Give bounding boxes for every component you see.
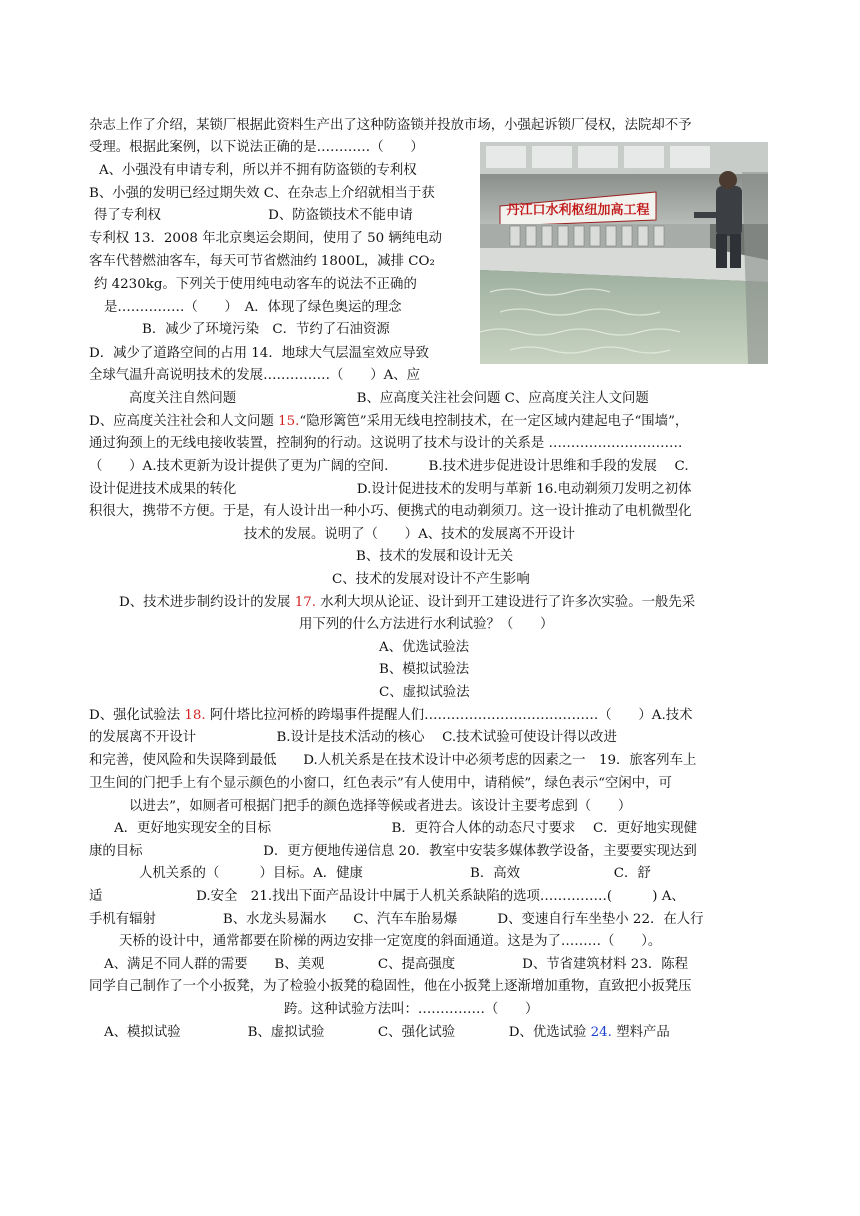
text-line-24: A、优选试验法 — [379, 640, 470, 655]
question-number-15: 15. — [278, 414, 300, 429]
text-line-31: 以进去”，如厕者可根据门把手的颜色选择等候或者进去。该设计主要考虑到（ ） — [129, 799, 632, 814]
text-line-37: 天桥的设计中，通常都要在阶梯的两边安排一定宽度的斜面通道。这是为了………（ ）。 — [119, 934, 662, 949]
text-line-8: 约 4230kg。下列关于使用纯电动客车的说法不正确的 — [94, 277, 417, 292]
text-line-16: （ ）A.技术更新为设计提供了更为广阔的空间. B.技术进步促进设计思维和手段的发展 C. — [89, 459, 689, 474]
text-line-25: B、模拟试验法 — [379, 662, 470, 677]
text-line-7: 客车代替燃油客车，每天可节省燃油约 1800L，减排 CO₂ — [89, 254, 435, 269]
banner-text: 丹江口水利枢纽加高工程 — [506, 203, 650, 218]
question-number-17: 17. — [294, 595, 316, 610]
text-line-18: 积很大，携带不方便。于是，有人设计出一种小巧、便携式的电动剃须刀。这一设计推动了电机微型化 — [89, 504, 692, 519]
text-line-23: 用下列的什么方法进行水利试验？（ ） — [299, 617, 554, 632]
text-line-35: 适 D.安全 21.找出下面产品设计中属于人机关系缺陷的选项……………( ) A、 — [89, 889, 685, 904]
text-line-36: 手机有辐射 B、水龙头易漏水 C、汽车车胎易爆 D、变速自行车坐垫小 22．在人行 — [89, 912, 704, 927]
text-line-22: D、技术进步制约设计的发展 17. 水利大坝从论证、设计到开工建设进行了许多次实验。一般先采 — [119, 595, 696, 610]
text-line-20: B、技术的发展和设计无关 — [356, 549, 514, 564]
text-line-13: 高度关注自然问题 B、应高度关注社会问题 C、应高度关注人文问题 — [129, 391, 649, 406]
text-line-3: A、小强没有申请专利，所以并不拥有防盗锁的专利权 — [99, 163, 417, 178]
dam-experiment-photo — [480, 142, 768, 364]
text-line-12: 全球气温升高说明技术的发展……………（ ）A、应 — [89, 368, 421, 383]
text-line-27: D、强化试验法 18. 阿什塔比拉河桥的跨塌事件提醒人们…………………………………（ ）A.技术 — [89, 708, 693, 723]
text-line-9: 是……………（ ） A．体现了绿色奥运的理念 — [104, 300, 402, 315]
text-line-40: 跨。这种试验方法叫：……………（ ） — [284, 1002, 539, 1017]
text-line-39: 同学自己制作了一个小扳凳，为了检验小扳凳的稳固性，他在小扳凳上逐渐增加重物，直致把小扳凳压 — [89, 979, 692, 994]
text-line-10: B．减少了环境污染 C．节约了石油资源 — [142, 322, 390, 337]
text-line-5: 得了专利权 D、防盗锁技术不能申请 — [94, 208, 413, 223]
text-line-30: 卫生间的门把手上有个显示颜色的小窗口，红色表示”有人使用中，请稍候”，绿色表示“空闲中，可 — [89, 776, 672, 791]
text-line-34: 人机关系的（ ）目标。A．健康 B．高效 C．舒 — [139, 866, 651, 881]
text-line-6: 专利权 13．2008 年北京奥运会期间，使用了 50 辆纯电动 — [89, 231, 442, 246]
text-line-38: A、满足不同人群的需要 B、美观 C、提高强度 D、节省建筑材料 23．陈程 — [104, 957, 689, 972]
text-line-19: 技术的发展。说明了（ ）A、技术的发展离不开设计 — [244, 527, 576, 542]
text-line-15: 通过狗颈上的无线电接收装置，控制狗的行动。这说明了技术与设计的关系是 ………………………… — [89, 436, 683, 451]
text-line-29: 和完善，使风险和失误降到最低 D.人机关系是在技术设计中必须考虑的因素之一 19．旅客列车上 — [89, 753, 697, 768]
text-line-33: 康的目标 D．更方便地传递信息 20．教室中安装多媒体教学设备，主要要实现达到 — [89, 844, 697, 859]
text-line-21: C、技术的发展对设计不产生影响 — [332, 572, 530, 587]
text-line-26: C、虚拟试验法 — [379, 685, 470, 700]
text-line-14: D、应高度关注社会和人文问题 15.“隐形篱笆”采用无线电控制技术，在一定区域内建起电子“围墙”， — [89, 414, 689, 429]
text-line-1: 杂志上作了介绍，某锁厂根据此资料生产出了这种防盗锁并投放市场，小强起诉锁厂侵权，法院却不予 — [89, 118, 692, 133]
question-number-18: 18. — [184, 708, 206, 723]
text-line-11: D．减少了道路空间的占用 14．地球大气层温室效应导致 — [89, 346, 430, 361]
text-line-41: A、模拟试验 B、虚拟试验 C、强化试验 D、优选试验 24. 塑料产品 — [104, 1025, 670, 1040]
question-number-24: 24. — [590, 1025, 612, 1040]
text-line-17: 设计促进技术成果的转化 D.设计促进技术的发明与革新 16.电动剃须刀发明之初体 — [89, 482, 692, 497]
text-line-4: B、小强的发明已经过期失效 C、在杂志上介绍就相当于获 — [89, 186, 435, 201]
text-line-2: 受理。根据此案例，以下说法正确的是…………（ ） — [89, 140, 424, 155]
text-line-28: 的发展离不开设计 B.设计是技术活动的核心 C.技术试验可使设计得以改进 — [89, 730, 617, 745]
text-line-32: A．更好地实现安全的目标 B．更符合人体的动态尺寸要求 C．更好地实现健 — [114, 821, 698, 836]
